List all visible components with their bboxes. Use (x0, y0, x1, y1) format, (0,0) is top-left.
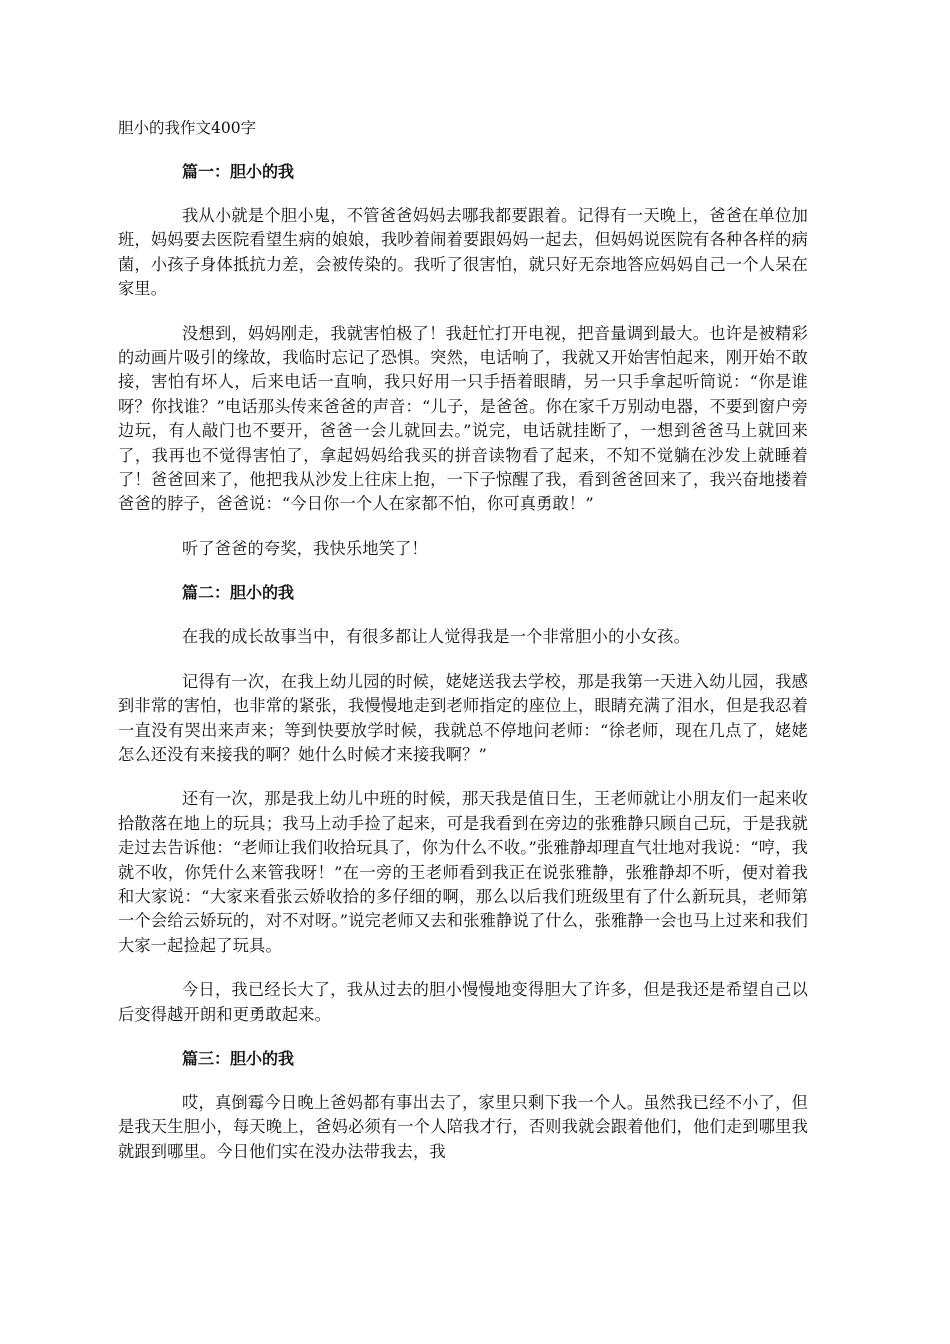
section-2 (118, 581, 808, 1027)
section-heading: 篇一：胆小的我 (182, 162, 295, 181)
section-1 (118, 160, 808, 561)
paragraph: 记得有一次，在我上幼儿园的时候，姥姥送我去学校，那是我第一天进入幼儿园，我感到非常的害怕，也非常的紧张，我慢慢地走到老师指定的座位上，眼睛充满了泪水，但是我忍着一直没有哭出来声来；等到快要放学时候，我就总不停地问老师：“徐老师，现在几点了，姥姥怎么还没有来接我的啊？她什么时候才来接我啊？” (118, 671, 808, 764)
document-title: 胆小的我作文400字 (118, 119, 257, 137)
paragraph: 我从小就是个胆小鬼，不管爸爸妈妈去哪我都要跟着。记得有一天晚上，爸爸在单位加班，妈妈要去医院看望生病的娘娘，我吵着闹着要跟妈妈一起去，但妈妈说医院有各种各样的病菌，小孩子身体抵抗力差，会被传染的。我听了很害怕，就只好无奈地答应妈妈自己一个人呆在家里。 (118, 206, 808, 299)
paragraph: 在我的成长故事当中，有很多都让人觉得我是一个非常胆小的小女孩。 (182, 627, 691, 647)
section-3 (118, 1047, 808, 1164)
paragraph: 没想到，妈妈刚走，我就害怕极了！我赶忙打开电视，把音量调到最大。也许是被精彩的动画片吸引的缘故，我临时忘记了恐惧。突然，电话响了，我就又开始害怕起来，刚开始不敢接，害怕有坏人，后来电话一直响，我只好用一只手捂着眼睛，另一只手拿起听筒说：“你是谁呀？你找谁？”电话那头传来爸爸的声音：“儿子，是爸爸。你在家千万别动电器，不要到窗户旁边玩，有人敲门也不要开，爸爸一会儿就回去。”说完，电话就挂断了，一想到爸爸马上就回来了，我再也不觉得害怕了，拿起妈妈给我买的拼音读物看了起来，不知不觉躺在沙发上就睡着了！爸爸回来了，他把我从沙发上往床上抱，一下子惊醒了我，看到爸爸回来了，我兴奋地搂着爸爸的脖子，爸爸说：“今日你一个人在家都不怕，你可真勇敢！” (118, 323, 808, 514)
paragraph: 听了爸爸的夸奖，我快乐地笑了！ (182, 538, 428, 558)
document-body (118, 116, 808, 1184)
section-heading: 篇二：胆小的我 (182, 583, 295, 603)
section-heading: 篇三：胆小的我 (182, 1048, 295, 1068)
paragraph: 今日，我已经长大了，我从过去的胆小慢慢地变得胆大了许多，但是我还是希望自己以后变得越开朗和更勇敢起来。 (118, 980, 808, 1024)
paragraph: 哎，真倒霉今日晚上爸妈都有事出去了，家里只剩下我一个人。虽然我已经不小了，但是我天生胆小，每天晚上，爸妈必须有一个人陪我才行，否则我就会跟着他们，他们走到哪里我就跟到哪里。今日他们实在没办法带我去，我 (118, 1092, 808, 1161)
paragraph: 还有一次，那是我上幼儿中班的时候，那天我是值日生，王老师就让小朋友们一起来收拾散落在地上的玩具；我马上动手捡了起来，可是我看到在旁边的张雅静只顾自己玩，于是我就走过去告诉他：“老师让我们收拾玩具了，你为什么不收。”张雅静却理直气壮地对我说：“哼，我就不收，你凭什么来管我呀！”在一旁的王老师看到我正在说张雅静，张雅静却不听，便对着我和大家说：“大家来看张云娇收拾的多仔细的啊，那么以后我们班级里有了什么新玩具，老师第一个会给云娇玩的，对不对呀。”说完老师又去和张雅静说了什么，张雅静一会也马上过来和我们大家一起捡起了玩具。 (118, 789, 808, 955)
